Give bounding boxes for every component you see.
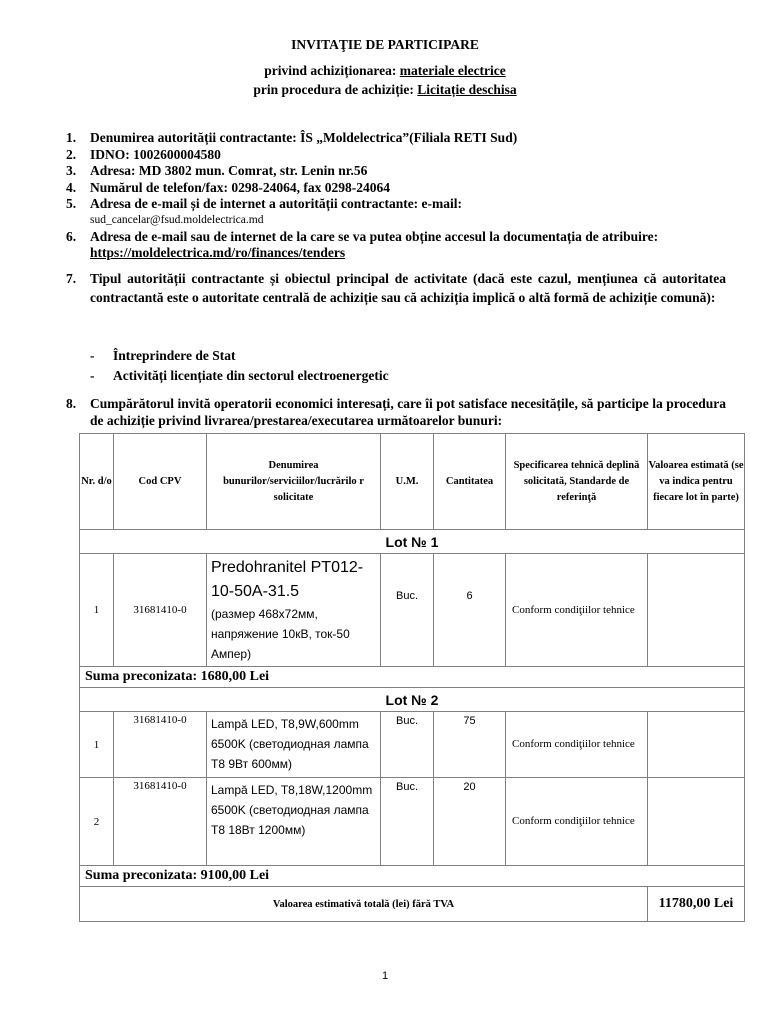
item-text: Numărul de telefon/fax: 0298-24064, fax 0298-24064 — [90, 179, 390, 195]
subtitle-procedure — [0, 82, 770, 98]
item-text: Adresa de e-mail sau de internet de la care se va putea obține accesul la documentația de atribuire: — [90, 228, 659, 244]
item-number: 3. — [66, 163, 77, 178]
cell-nr: 1 — [80, 554, 114, 667]
info-item — [66, 245, 726, 262]
cell-um: Buc. — [381, 712, 434, 778]
activity-list — [90, 346, 389, 386]
item-text: Adresa: MD 3802 mun. Comrat, str. Lenin nr.56 — [90, 163, 368, 178]
cell-nr: 1 — [80, 712, 114, 778]
tenders-link[interactable]: https://moldelectrica.md/ro/finances/tenders — [90, 245, 346, 260]
cell-qty: 6 — [434, 554, 506, 667]
subtitle-procedure-prefix: prin procedura de achiziție: — [253, 82, 418, 97]
item-text: Tipul autorității contractante și obiectul principal de activitate (dacă este cazul, mențiunea că autoritatea contractantă este o autoritate centrală de achiziție sau că achiziția implică o altă formă de achiziție comună): — [90, 270, 726, 305]
procurement-table — [79, 433, 745, 922]
cell-um: Buc. — [381, 554, 434, 667]
table-row — [80, 554, 745, 667]
cell-value — [648, 712, 745, 778]
cell-name: Lampă LED, T8,9W,600mm 6500K (светодиодная лампа T8 9Вт 600мм) — [207, 712, 381, 778]
item-number: 5. — [66, 196, 77, 211]
lot-sum: Suma preconizata: 1680,00 Lei — [80, 667, 745, 688]
lot-sum: Suma preconizata: 9100,00 Lei — [80, 866, 745, 887]
header-um: U.M. — [381, 434, 434, 530]
cell-spec: Conform condiţiilor tehnice — [506, 712, 648, 778]
info-item — [66, 163, 726, 180]
bullet-dash: - — [90, 348, 95, 363]
item-text: Adresa de e-mail și de internet a autorității contractante: e-mail: — [90, 196, 463, 211]
item-number: 1. — [66, 130, 77, 145]
header-qty: Cantitatea — [434, 434, 506, 530]
info-item — [66, 180, 726, 197]
lot-header — [80, 688, 745, 712]
lot-sum-row — [80, 667, 745, 688]
cell-um: Buc. — [381, 778, 434, 866]
header-cpv: Cod CPV — [114, 434, 207, 530]
cell-cpv: 31681410-0 — [114, 778, 207, 866]
bullet-dash: - — [90, 368, 95, 383]
lot-title: Lot № 1 — [80, 530, 745, 554]
cell-nr: 2 — [80, 778, 114, 866]
document-title: INVITAŢIE DE PARTICIPARE — [291, 37, 479, 52]
header-name: Denumirea bunurilor/serviciilor/lucrărilo r solicitate — [207, 434, 381, 530]
cell-cpv: 31681410-0 — [114, 712, 207, 778]
activity-text: Activități licențiate din sectorul electroenergetic — [113, 368, 389, 383]
info-item — [66, 147, 726, 164]
email-address: sud_cancelar@fsud.moldelectrica.md — [90, 213, 264, 226]
cell-name: Lampă LED, T8,18W,1200mm 6500K (светодиодная лампа T8 18Вт 1200мм) — [207, 778, 381, 866]
cell-qty: 20 — [434, 778, 506, 866]
total-value: 11780,00 Lei — [648, 887, 745, 922]
item-number: 2. — [66, 146, 77, 162]
info-item — [66, 229, 726, 246]
info-item — [66, 130, 726, 147]
info-list — [66, 130, 726, 307]
item-text: Denumirea autorității contractante: ÎS „Moldelectrica”(Filiala RETI Sud) — [90, 130, 518, 145]
item-name-detail: (размер 468x72мм, напряжение 10кВ, ток-50 Ампер) — [211, 607, 350, 661]
cell-cpv: 31681410-0 — [114, 554, 207, 667]
header-nr: Nr. d/o — [80, 434, 114, 530]
lot-sum-row — [80, 866, 745, 887]
item-text: Cumpărătorul invită operatorii economici interesați, care îi pot satisface necesitățile, să participe la procedura de achiziție privind livrarea/prestarea/executarea următoarelor bunuri: — [90, 396, 726, 428]
activity-text: Întreprindere de Stat — [113, 348, 236, 363]
page-number: 1 — [381, 970, 389, 982]
subtitle-procedure-value: Licitație deschisa — [417, 82, 517, 97]
cell-spec: Conform condiţiilor tehnice — [506, 554, 648, 667]
table-row — [80, 778, 745, 866]
cell-value — [648, 554, 745, 667]
item-number: 7. — [66, 270, 77, 286]
activity-item — [90, 366, 389, 386]
total-row — [80, 887, 745, 922]
cell-spec: Conform condiţiilor tehnice — [506, 778, 648, 866]
cell-value — [648, 778, 745, 866]
activity-item — [90, 346, 389, 366]
cell-name — [207, 554, 381, 667]
item-number: 4. — [66, 179, 77, 195]
lot-header — [80, 530, 745, 554]
item-number: 8. — [66, 396, 77, 411]
info-item — [66, 269, 726, 307]
item-number: 6. — [66, 228, 77, 244]
section-8 — [66, 395, 726, 429]
table-row — [80, 712, 745, 778]
item-name-main: Predohranitel PT012-10-50A-31.5 — [211, 559, 364, 600]
info-item — [66, 196, 726, 213]
subtitle-purchase-value: materiale electrice — [399, 63, 506, 78]
cell-qty: 75 — [434, 712, 506, 778]
header-value: Valoarea estimată (se va indica pentru fiecare lot în parte) — [648, 434, 745, 530]
header-spec: Specificarea tehnică deplină solicitată, Standarde de referinţă — [506, 434, 648, 530]
total-label: Valoarea estimativă totală (lei) fără TVA — [80, 887, 648, 922]
subtitle-purchase — [0, 63, 770, 79]
item-text: IDNO: 1002600004580 — [90, 146, 221, 162]
subtitle-purchase-prefix: privind achiziționarea: — [264, 63, 400, 78]
table-header-row — [80, 434, 745, 530]
lot-title: Lot № 2 — [80, 688, 745, 712]
